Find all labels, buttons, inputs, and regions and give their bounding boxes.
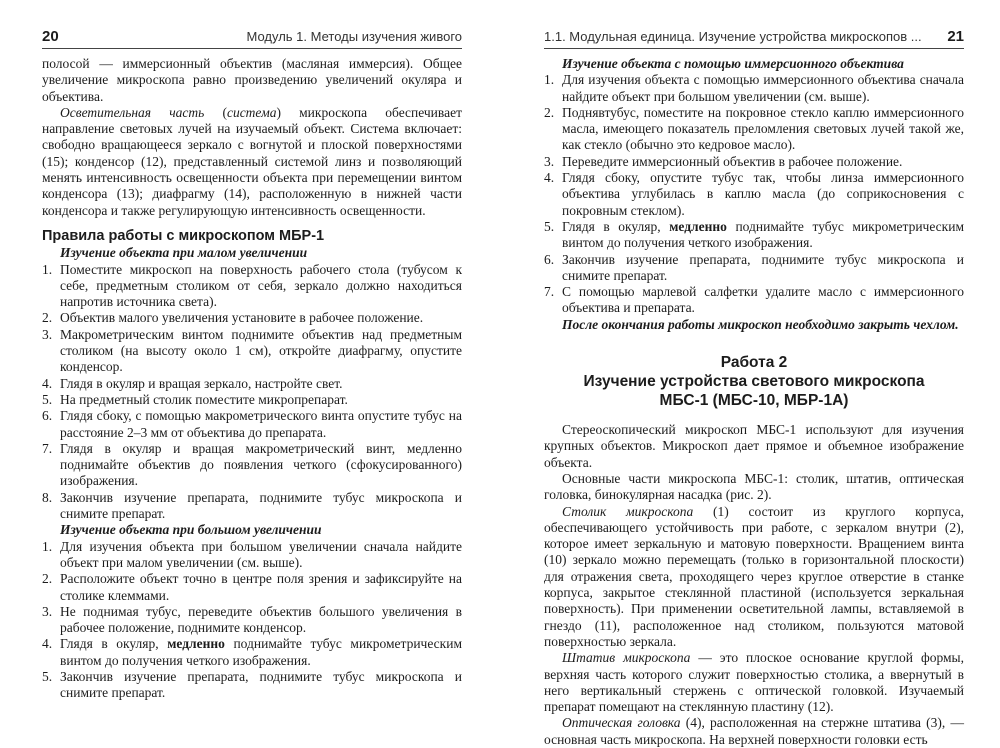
list-number: 6. [544, 251, 555, 267]
term: Столик микроскопа [562, 503, 694, 519]
list-item [544, 219, 964, 252]
list-item [544, 252, 964, 285]
term: система [226, 104, 277, 120]
paragraph-text: — это плоское основание круглой формы, верхняя часть которого служит поверхностью столика, а ввернутый в него вертикальный стержень с оптической головкой. Изучаемый препарат помещают на стеклянную пластину (12). [544, 650, 965, 715]
list-number: 7. [42, 440, 53, 456]
closing-note: После окончания работы микроскоп необходимо закрыть чехлом. [562, 316, 959, 332]
list-number: 3. [42, 603, 53, 619]
paren-open: ( [204, 104, 227, 120]
list-number: 5. [544, 218, 555, 234]
list-text: Глядя в окуляр и вращая макрометрический винт, медленно поднимайте объектив до появления четкого (сфокусированного) изображения. [60, 440, 462, 489]
list-text: Для изучения объекта при большом увеличении сначала найдите объект при малом увеличении (см. выше). [60, 538, 462, 570]
left-page [42, 0, 462, 712]
list-number: 2. [42, 310, 53, 326]
term: Осветительная часть [60, 104, 205, 120]
list-text: Закончив изучение препарата, поднимите тубус микроскопа и снимите препарат. [60, 668, 462, 701]
page-number: 20 [42, 28, 59, 45]
list-text: Глядя сбоку, опустите тубус так, чтобы линза иммерсионного объектива углубилась в каплю масла (до соприкосновения с покровным стеклом). [562, 170, 964, 218]
list-text: Поднявтубус, поместите на покровное стекло каплю иммерсионного масла, имеющего показатель преломления световых лучей такой же, как стекло (обычно это кедровое масло). [562, 104, 964, 153]
list-item [42, 408, 462, 441]
page-number: 21 [947, 28, 964, 45]
work-title-line: Изучение устройства светового микроскопа [583, 373, 925, 391]
term: Штатив микроскопа [562, 650, 691, 666]
list-item [42, 376, 462, 392]
high-mag-steps [42, 539, 462, 702]
list-number: 3. [544, 153, 555, 169]
list-number: 2. [42, 571, 53, 587]
running-header-title: Модуль 1. Методы изучения живого [246, 29, 462, 44]
paragraph-stage [544, 504, 964, 651]
list-number: 5. [42, 391, 53, 407]
right-page-header [544, 26, 964, 49]
list-item [42, 327, 462, 376]
list-item [42, 441, 462, 490]
list-text: Объектив малого увеличения установите в рабочее положение. [60, 310, 424, 326]
list-number: 1. [42, 538, 53, 554]
immersion-steps [544, 72, 964, 316]
subsection-title-high-mag: Изучение объекта при большом увеличении [60, 522, 322, 538]
work-title-line: МБС-1 (МБС-10, МБР-1А) [659, 392, 849, 410]
list-item [544, 105, 964, 154]
list-number: 4. [42, 375, 53, 391]
list-text: Поместите микроскоп на поверхность рабочего стола (тубусом к себе, предметным столиком от себя, зеркало должно находиться напротив источника света). [60, 261, 462, 310]
emphasis: медленно [669, 218, 727, 234]
list-text: Закончив изучение препарата, поднимите тубус микроскопа и снимите препарат. [562, 251, 964, 283]
right-page-content [544, 56, 964, 748]
paragraph: Основные части микроскопа МБС-1: столик, штатив, оптическая головка, бинокулярная насадка (рис. 2). [544, 470, 964, 503]
list-item [42, 539, 462, 572]
list-number: 5. [42, 668, 53, 684]
list-number: 4. [544, 170, 555, 186]
list-item [42, 392, 462, 408]
paragraph-optical-head [544, 715, 964, 748]
list-text: Закончив изучение препарата, поднимите тубус микроскопа и снимите препарат. [60, 489, 462, 522]
list-text: Макрометрическим винтом поднимите объектив над предметным столиком (на высоту около 1 см), откройте диафрагму, опустите конденсор. [60, 326, 462, 375]
left-page-content [42, 56, 462, 702]
list-text: Переведите иммерсионный объектив в рабочее положение. [562, 153, 903, 169]
list-item [544, 170, 964, 219]
list-number: 1. [544, 72, 555, 88]
list-text: Не поднимая тубус, переведите объектив большого увеличения в рабочее положение, поднимите конденсор. [60, 603, 462, 636]
paragraph-text: ) микроскопа обеспечивает направление световых лучей на изучаемый объект. Система включает: свободно вращающееся зеркало с вогнутой и плоской поверхностями (15); конденсор (12), представленный системой линз и позволяющий менять интенсивность освещенности объекта при перемещении винтом конденсора (13); диафрагму (14), расположенную в нижней части конденсора и также регулирующую интенсивность освещенности. [42, 104, 462, 218]
running-header-title: 1.1. Модульная единица. Изучение устройства микроскопов ... [544, 29, 922, 44]
right-page [544, 0, 965, 747]
list-text: На предметный столик поместите микропрепарат. [60, 391, 348, 407]
list-item [42, 571, 462, 604]
list-number: 6. [42, 408, 53, 424]
list-item [544, 154, 964, 170]
list-number: 2. [544, 104, 555, 120]
list-text: С помощью марлевой салфетки удалите масло с иммерсионного объектива и препарата. [562, 284, 964, 316]
emphasis: медленно [167, 636, 225, 652]
list-item [42, 310, 462, 326]
paragraph: Стереоскопический микроскоп МБС-1 используют для изучения крупных объектов. Микроскоп дает прямое и объемное изображение объекта. [544, 422, 964, 470]
list-item [42, 636, 462, 669]
paragraph-text: (4), расположенная на стержне штатива (3), — основная часть микроскопа. На верхней поверхности головки есть [544, 715, 964, 747]
low-mag-steps [42, 262, 462, 523]
list-text: Глядя сбоку, с помощью макрометрического винта опустите тубус на расстояние 2–3 мм от объектива до препарата. [60, 408, 462, 440]
list-text: поднимайте тубус микрометрическим винтом до получения четкого изображения. [562, 218, 964, 251]
list-item [544, 72, 964, 105]
list-text: Глядя в окуляр и вращая зеркало, настройте свет. [60, 375, 343, 391]
list-text: Глядя в окуляр, [562, 218, 670, 234]
paragraph-stand [544, 650, 964, 715]
list-number: 7. [544, 284, 555, 300]
list-item [42, 669, 462, 702]
work-title [544, 353, 964, 410]
section-title: Правила работы с микроскопом МБР-1 [42, 227, 325, 244]
paragraph-text: (1) состоит из круглого корпуса, обеспечивающего устойчивость при работе, с зеркалом внутри (2), которое имеет зеркальную и матовую поверхности. Вращением винта (10) зеркало можно перемещать (только в горизонтальной плоскости) для отражения света, проходящего через круглое отверстие в станке корпуса, закрытое стеклянной пластиной (используется зеркальная поверхность). При применении осветительной лампы, вставляемой в гнездо (11), расположенное над столиком, пользуются матовой поверхностью зеркала. [544, 503, 964, 649]
list-text: Расположите объект точно в центре поля зрения и зафиксируйте на столике клеммами. [60, 571, 462, 603]
list-text: Для изучения объекта с помощью иммерсионного объектива сначала найдите объект при большом увеличении (см. выше). [562, 72, 964, 104]
list-text: поднимайте тубус микрометрическим винтом до получения четкого изображения. [60, 636, 462, 668]
left-page-header [42, 26, 462, 49]
paragraph-illumination [42, 105, 462, 219]
work-label: Работа 2 [720, 354, 788, 372]
list-item [544, 284, 964, 317]
subsection-title-immersion: Изучение объекта с помощью иммерсионного объектива [562, 56, 904, 71]
list-text: Глядя в окуляр, [60, 636, 168, 652]
list-number: 4. [42, 636, 53, 652]
list-number: 3. [42, 326, 53, 342]
list-number: 1. [42, 261, 53, 277]
subsection-title-low-mag: Изучение объекта при малом увеличении [60, 245, 308, 261]
list-item [42, 262, 462, 311]
list-number: 8. [42, 489, 53, 505]
list-item [42, 490, 462, 523]
list-item [42, 604, 462, 637]
paragraph: полосой — иммерсионный объектив (масляная иммерсия). Общее увеличение микроскопа равно произведению увеличений окуляра и объектива. [42, 56, 462, 104]
term: Оптическая головка [562, 715, 681, 731]
